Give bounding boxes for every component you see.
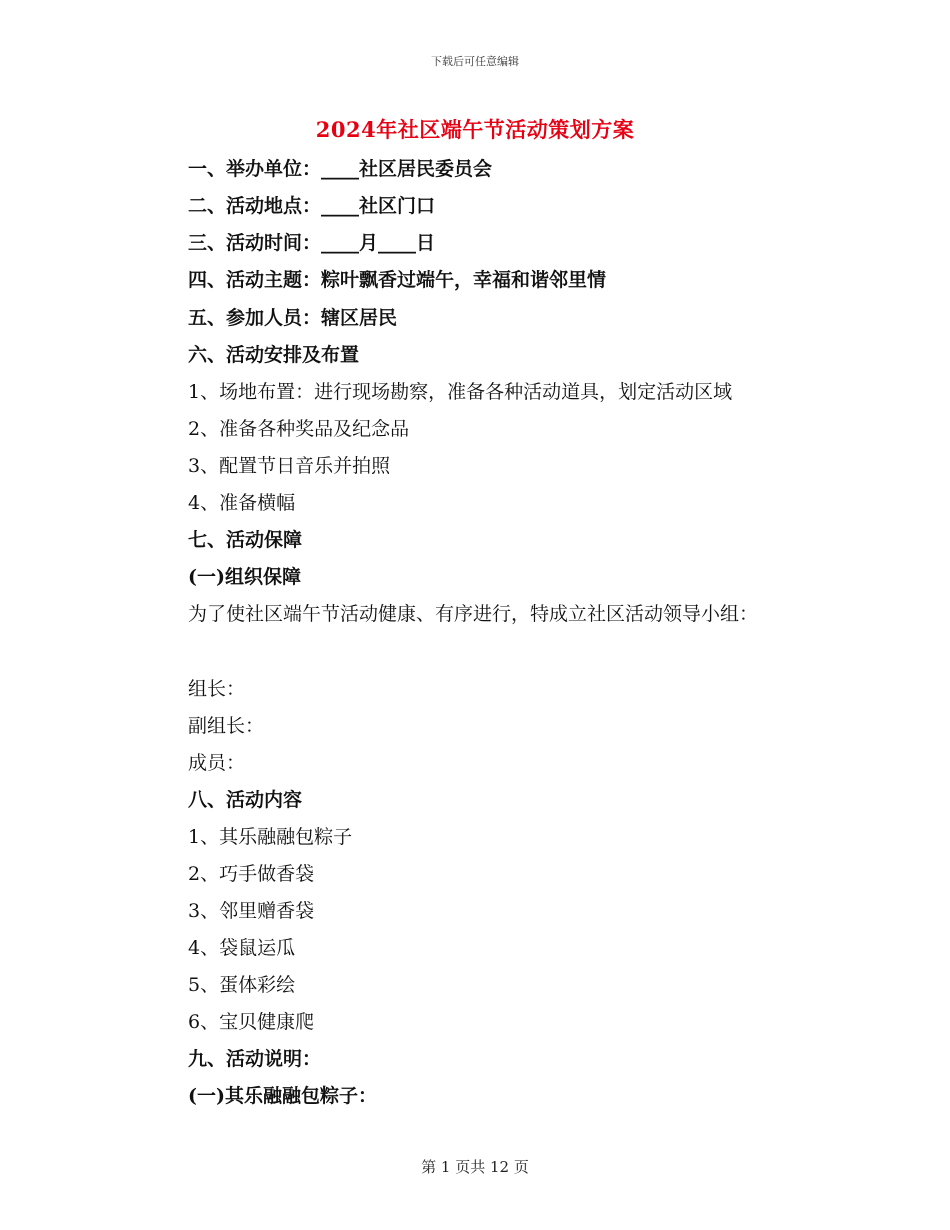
- arrangement-item: 1、场地布置：进行现场勘察，准备各种活动道具，划定活动区域: [188, 381, 733, 403]
- deputy-leader-label: 副组长：: [188, 715, 265, 737]
- section-explanation-heading: 九、活动说明：: [188, 1048, 322, 1070]
- content-item: 3、邻里赠香袋: [188, 900, 315, 922]
- section-organizer: 一、举办单位：____社区居民委员会: [188, 158, 493, 180]
- document-title: 2024年社区端午节活动策划方案: [315, 117, 635, 142]
- content-item: 6、宝贝健康爬: [188, 1011, 315, 1033]
- explanation-sub-heading: (一)其乐融融包粽子：: [188, 1085, 377, 1107]
- members-label: 成员：: [188, 752, 246, 774]
- arrangement-item: 2、准备各种奖品及纪念品: [188, 418, 410, 440]
- content-item: 2、巧手做香袋: [188, 863, 315, 885]
- leader-label: 组长：: [188, 678, 246, 700]
- section-arrangement-heading: 六、活动安排及布置: [188, 344, 360, 366]
- section-location: 二、活动地点：____社区门口: [188, 195, 436, 217]
- page-footer: 第 1 页共 12 页: [421, 1158, 529, 1176]
- section-theme: 四、活动主题：粽叶飘香过端午，幸福和谐邻里情: [188, 269, 607, 291]
- section-guarantee-heading: 七、活动保障: [188, 529, 303, 551]
- arrangement-item: 3、配置节日音乐并拍照: [188, 455, 391, 477]
- org-guarantee-paragraph: 为了使社区端午节活动健康、有序进行，特成立社区活动领导小组：: [188, 603, 759, 625]
- section-content-heading: 八、活动内容: [188, 789, 303, 811]
- arrangement-item: 4、准备横幅: [188, 492, 296, 514]
- header-note: 下载后可任意编辑: [431, 55, 519, 68]
- org-guarantee-heading: (一)组织保障: [188, 566, 301, 588]
- section-time: 三、活动时间：____月____日: [188, 232, 436, 254]
- content-item: 1、其乐融融包粽子: [188, 826, 353, 848]
- section-participants: 五、参加人员：辖区居民: [188, 307, 398, 329]
- content-item: 5、蛋体彩绘: [188, 974, 296, 996]
- content-item: 4、袋鼠运瓜: [188, 937, 296, 959]
